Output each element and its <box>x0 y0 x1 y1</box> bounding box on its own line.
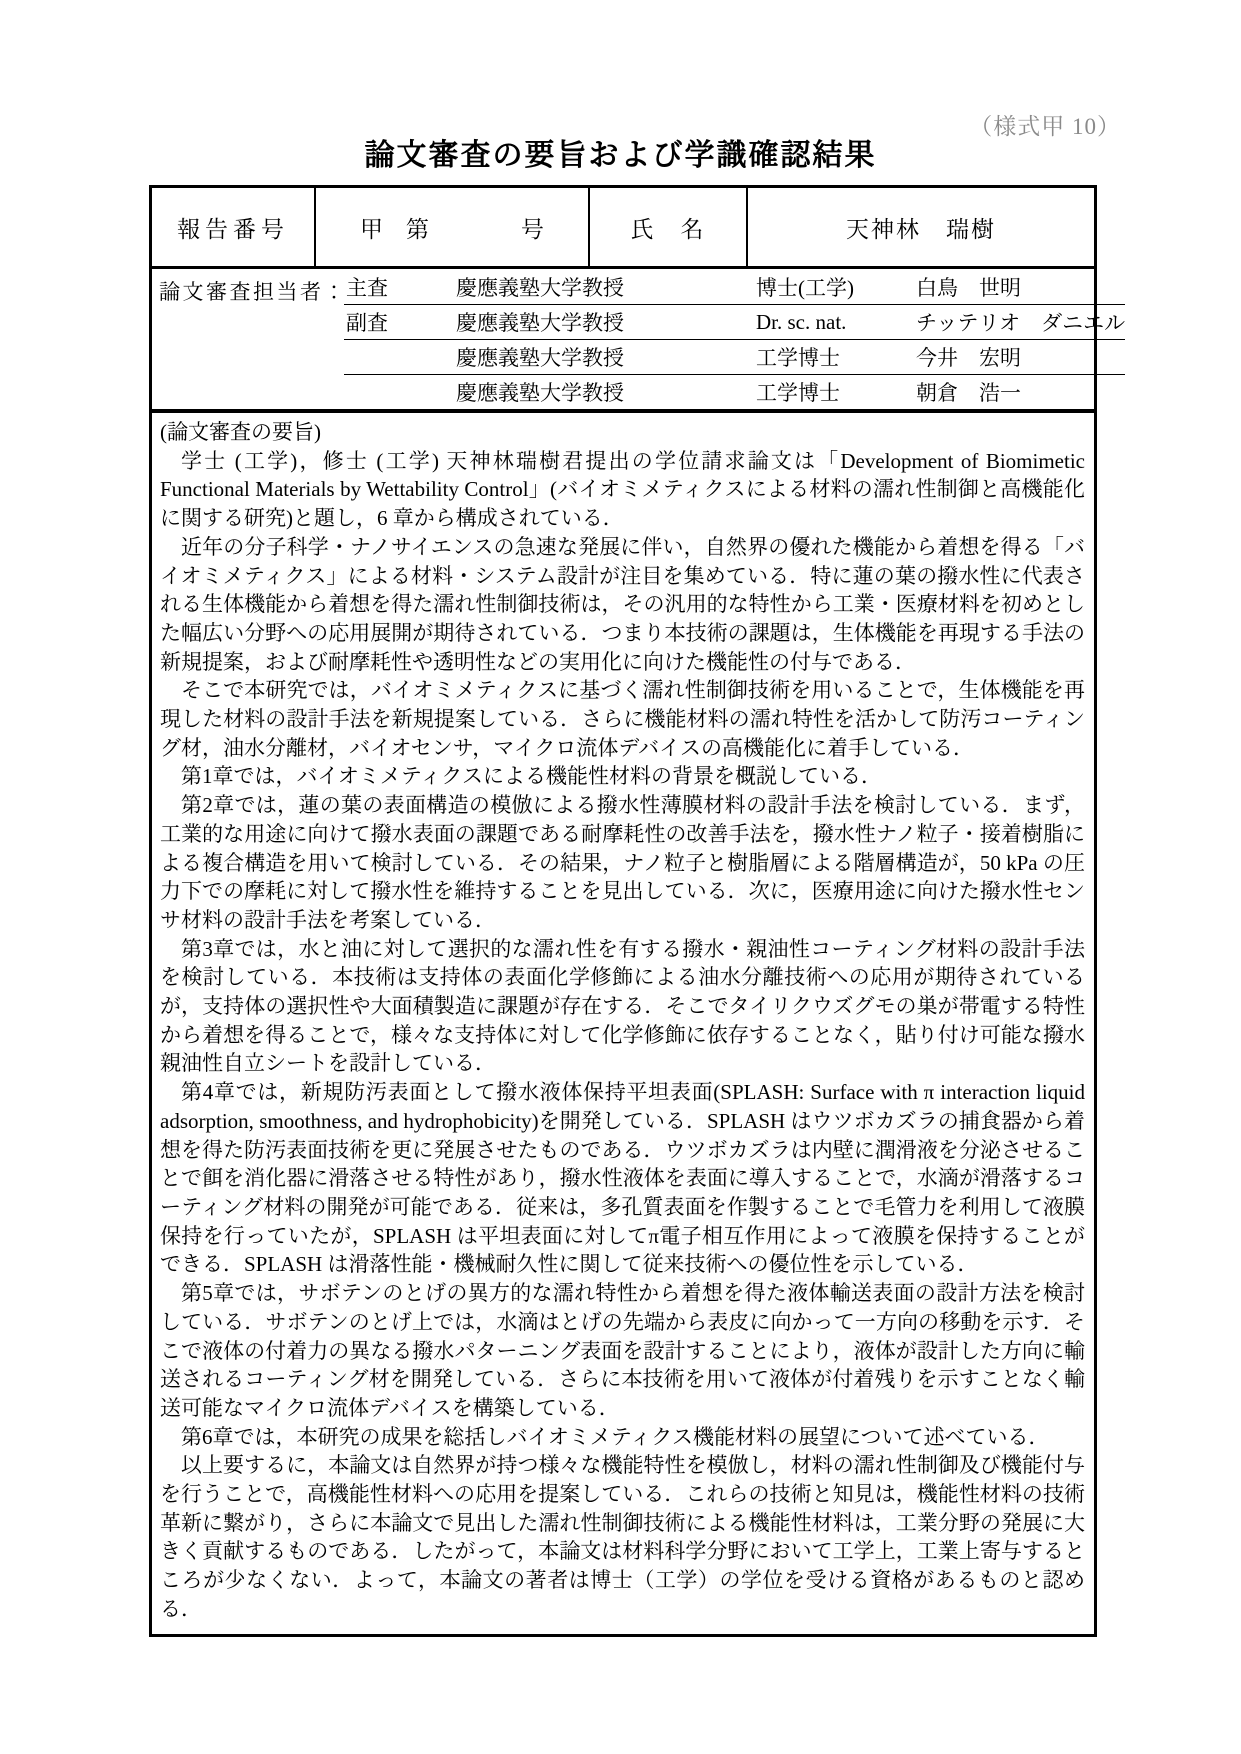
examiner-row <box>344 374 1125 409</box>
examiner-row <box>344 339 1125 374</box>
summary-paragraph: 以上要するに，本論文は自然界が持つ様々な機能特性を模倣し，材料の濡れ性制御及び機能付与を行うことで，高機能性材料への応用を提案している．これらの技術と知見は，機能性材料の技術革新に繋がり，さらに本論文で見出した濡れ性制御技術による機能性材料は，工業分野の発展に大きく貢献するものである．したがって，本論文は材料科学分野において工学上，工業上寄与するところが少なくない．よって，本論文の著者は博士（工学）の学位を受ける資格があるものと認める． <box>160 1453 1085 1621</box>
review-summary-body <box>152 413 1094 1634</box>
form-code-label: （様式甲 10） <box>969 114 1121 139</box>
examiners-label: 論文審査担当者： <box>159 280 347 304</box>
summary-heading: (論文審査の要旨) <box>160 420 321 444</box>
summary-paragraph: 第6章では，本研究の成果を総括しバイオミメティクス機能材料の展望について述べている． <box>181 1424 1050 1449</box>
examiner-name: 朝倉 浩一 <box>916 381 1021 405</box>
report-number-value: 甲 第 号 <box>316 188 590 266</box>
examiner-role: 副査 <box>346 311 388 335</box>
examiners-section <box>152 269 1126 413</box>
summary-paragraph: そこで本研究では，バイオミメティクスに基づく濡れ性制御技術を用いることで，生体機能を再現した材料の設計手法を新規提案している．さらに機能材料の濡れ特性を活かして防汚コーティング材，油水分離材，バイオセンサ，マイクロ流体デバイスの高機能化に着手している． <box>160 678 1085 760</box>
summary-paragraph: 学士 (工学)，修士 (工学) 天神林瑞樹君提出の学位請求論文は「Development of Biomimetic Functional Materials by Wettability Control」(バイオミメティクスによる材料の濡れ性制御と高機能化に関する研究)と題し，6 章から構成されている． <box>160 448 1085 531</box>
examiner-degree: 博士(工学) <box>756 275 854 300</box>
examiner-degree: Dr. sc. nat. <box>756 309 847 334</box>
report-number-label: 報告番号 <box>152 188 316 266</box>
examiner-name: チッテリオ ダニエル <box>916 311 1126 335</box>
name-label: 氏 名 <box>590 188 748 266</box>
examiner-affiliation: 慶應義塾大学教授 <box>456 381 624 405</box>
examiner-name: 今井 宏明 <box>916 346 1021 370</box>
summary-paragraph: 第3章では，水と油に対して選択的な濡れ性を有する撥水・親油性コーティング材料の設計手法を検討している．本技術は支持体の表面化学修飾による油水分離技術への応用が期待されているが，支持体の選択性や大面積製造に課題が存在する．そこでタイリクウズグモの巣が帯電する特性から着想を得ることで，様々な支持体に対して化学修飾に依存することなく，貼り付け可能な撥水親油性自立シートを設計している． <box>160 936 1085 1076</box>
examiner-row <box>344 269 1125 304</box>
review-table <box>149 185 1126 1637</box>
candidate-name: 天神林 瑞樹 <box>846 216 996 242</box>
examiner-row <box>344 304 1125 339</box>
report-header-row <box>152 188 1094 269</box>
examiner-degree: 工学博士 <box>756 381 840 405</box>
examiner-affiliation: 慶應義塾大学教授 <box>456 275 624 300</box>
summary-paragraph: 第2章では，蓮の葉の表面構造の模倣による撥水性薄膜材料の設計手法を検討している．まず，工業的な用途に向けて撥水表面の課題である耐摩耗性の改善手法を，撥水性ナノ粒子・接着樹脂による複合構造を用いて検討している．その結果，ナノ粒子と樹脂層による階層構造が，50 kPa の圧力下での摩耗に対して撥水性を維持することを見出している．次に，医療用途に向けた撥水性センサ材料の設計手法を考案している． <box>160 793 1085 932</box>
summary-paragraph: 近年の分子科学・ナノサイエンスの急速な発展に伴い，自然界の優れた機能から着想を得る「バイオミメティクス」による材料・システム設計が注目を集めている．特に蓮の葉の撥水性に代表される生体機能から着想を得た濡れ性制御技術は，その汎用的な特性から工業・医療材料を初めとした幅広い分野への応用展開が期待されている．つまり本技術の課題は，生体機能を再現する手法の新規提案，および耐摩耗性や透明性などの実用化に向けた機能性の付与である． <box>160 534 1085 674</box>
examiners-rows <box>344 269 1125 409</box>
summary-paragraph: 第4章では，新規防汚表面として撥水液体保持平坦表面(SPLASH: Surface with π interaction liquid adsorption, smoothness, and hydrophobicity)を開発している．SPLASH はウツボカズラの捕食器から着想を得た防汚表面技術を更に発展させたものである．ウツボカズラは内壁に潤滑液を分泌させることで餌を消化器に滑落させる特性があり，撥水性液体を表面に導入することで，水滴が滑落するコーティング材料の開発が可能である．従来は，多孔質表面を作製することで毛管力を利用して液膜保持を行っていたが，SPLASH は平坦表面に対してπ電子相互作用によって液膜を保持することができる．SPLASH は滑落性能・機械耐久性に関して従来技術への優位性を示している． <box>160 1080 1085 1277</box>
summary-paragraph: 第5章では，サボテンのとげの異方的な濡れ特性から着想を得た液体輸送表面の設計方法を検討している．サボテンのとげ上では，水滴はとげの先端から表皮に向かって一方向の移動を示す．そこで液体の付着力の異なる撥水パターニング表面を設計することにより，液体が設計した方向に輸送されるコーティング材を開発している．さらに本技術を用いて液体が付着残りを示すことなく輸送可能なマイクロ流体デバイスを構築している． <box>160 1281 1085 1420</box>
summary-paragraph: 第1章では，バイオミメティクスによる機能性材料の背景を概説している． <box>181 764 882 789</box>
examiner-degree: 工学博士 <box>756 346 840 370</box>
page-title: 論文審査の要旨および学識確認結果 <box>364 139 877 172</box>
examiner-role: 主査 <box>346 275 388 300</box>
examiner-affiliation: 慶應義塾大学教授 <box>456 346 624 370</box>
examiner-name: 白鳥 世明 <box>916 275 1021 300</box>
examiner-affiliation: 慶應義塾大学教授 <box>456 311 624 335</box>
